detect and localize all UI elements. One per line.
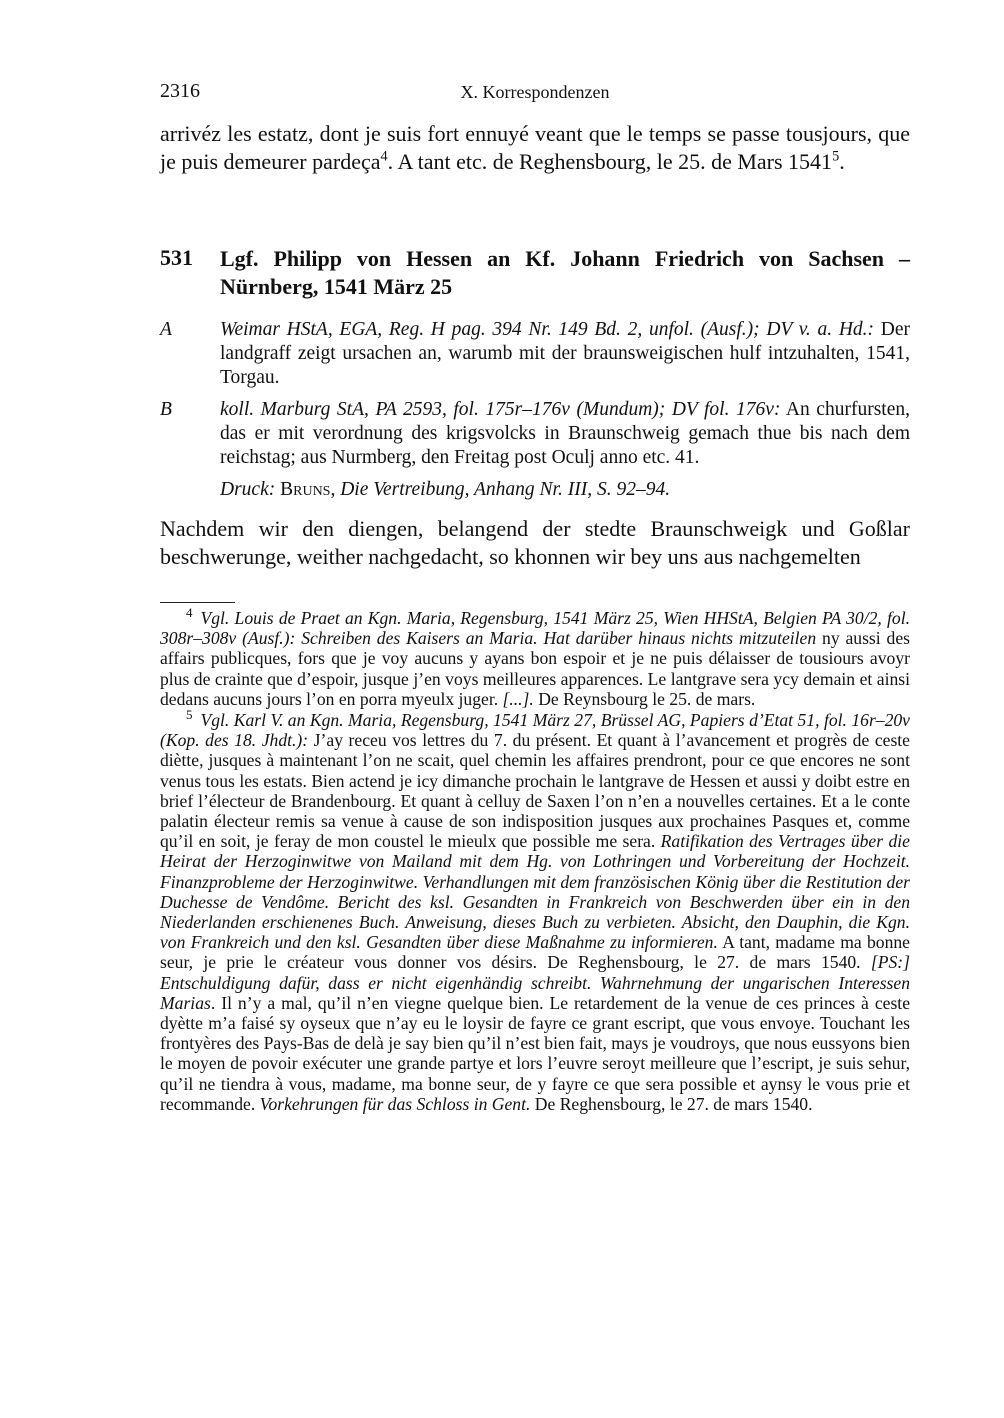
footnotes xyxy=(160,605,910,1115)
source-apparatus xyxy=(160,318,910,510)
source-text xyxy=(220,398,910,470)
archive-citation: Weimar HStA, EGA, Reg. H pag. 394 Nr. 149 Bd. 2, unfol. (Ausf.); DV v. a. Hd.: xyxy=(220,319,875,340)
editorial-summary: Vorkehrungen für das Schloss in Gent. xyxy=(259,1093,531,1114)
document-number: 531 xyxy=(160,245,193,270)
quoted-text: De Reynsbourg le 25. de mars. xyxy=(533,688,756,709)
editorial-summary: [PS:] Entschuldigung dafür, dass er nicht eigenhändig schreibt. Wahrnehmung der ungarischen Interessen Marias xyxy=(160,952,910,1013)
page-header xyxy=(160,80,910,108)
footnote-ref-5: 5 xyxy=(832,148,840,165)
print-author: Bruns xyxy=(280,479,331,500)
running-head: X. Korrespondenzen xyxy=(460,82,610,102)
editorial-summary: Vgl. Louis de Praet an Kgn. Maria, Regensburg, 1541 März 25, Wien HHStA, Belgien PA 30/2, fol. 308r–308v (Ausf.): Schreiben des Kaisers an Maria. Hat darüber hinaus nichts mitzuteilen xyxy=(160,608,910,649)
editorial-summary: Ratifikation des Vertrages über die Heirat der Herzoginwitwe von Mailand mit dem Hg. von Lothringen und Vorbereitung der Hochzeit. Finanzprobleme der Herzoginwitwe. Verhandlungen mit dem französischen König über die Restitution der Duchesse de Vendôme. Bericht des ksl. Gesandten in Frankreich von Beschwerden über ein in den Niederlanden erschienenes Buch. Anweisung, dieses Buch zu verbieten. Absicht, den Dauphin, die Kgn. von Frankreich und den ksl. Gesandten über diese Maßnahme zu informieren. xyxy=(160,831,910,953)
document-title: Lgf. Philipp von Hessen an Kf. Johann Friedrich von Sachsen – Nürnberg, 1541 März 25 xyxy=(220,246,910,299)
main-text: Nachdem wir den diengen, belangend der stedte Braunschweigk und Goßlar beschwerunge, weither nachgedacht, so khonnen wir bey uns aus nachgemelten xyxy=(160,516,910,569)
footnote-4 xyxy=(160,605,910,709)
print-rest: , Die Vertreibung, Anhang Nr. III, S. 92–94. xyxy=(330,479,671,500)
source-letter: A xyxy=(160,319,172,340)
footnote-ref-4: 4 xyxy=(380,148,388,165)
print-reference xyxy=(160,478,910,502)
quoted-text: ny aussi des affairs publicques, fors que je voy aucuns y ayans bon espoir et je ne puis délaisser de tousiours avoyr plus de crainte que d’espoir, jusque j’en voys meilleures apparences. Le lantgrave sera ycy demain et ainsi dedans aucuns jours l’on en porra myeulx juger. xyxy=(160,628,910,709)
continued-paragraph xyxy=(160,120,910,176)
archive-citation: koll. Marburg StA, PA 2593, fol. 175r–176v (Mundum); DV fol. 176v: xyxy=(220,399,781,420)
footnote-mark: 5 xyxy=(186,707,193,723)
source-entry-a xyxy=(160,318,910,390)
quoted-text: . Il n’y a mal, qu’il n’en viegne quelque bien. Le retardement de la venue de ces princes à ceste dyètte m’a faisé sy oyseux que n’ay eu le loysir de fayre ce grant escript, que vous envoye. Touchant les frontyères des Pays-Bas de delà je say bien qu’il n’est bien fait, mays je voudroys, que nous eussyons bien le moyen de povoir exécuter une grande partye et lors l’euvre seroyt meilleure que l’escript, je suis sehur, qu’il ne tiendra à vous, madame, ma bonne seur, de y fayre ce que sera possible et aynsy le vous prie et recommande. xyxy=(160,992,910,1114)
intro-text: . xyxy=(839,149,845,174)
editorial-summary: Vgl. Karl V. an Kgn. Maria, Regensburg, 1541 März 27, Brüssel AG, Papiers d’Etat 51, fol. 16r–20v (Kop. des 18. Jhdt.): xyxy=(160,710,910,751)
source-letter: B xyxy=(160,399,172,420)
page-number: 2316 xyxy=(160,80,200,102)
quoted-text: De Reghensbourg, le 27. de mars 1540. xyxy=(530,1093,813,1114)
intro-text: . A tant etc. de Reghensbourg, le 25. de Mars 1541 xyxy=(387,149,833,174)
document-heading xyxy=(160,245,910,301)
footnote-separator xyxy=(160,602,235,603)
source-text xyxy=(220,318,910,390)
dorsal-note: An churfursten, das er mit verordnung des krigsvolcks in Braunschweig gemach thue bis nach dem reichstag; aus Nurmberg, den Freitag post Oculj anno etc. 41. xyxy=(220,399,910,468)
footnote-mark: 4 xyxy=(186,605,193,621)
print-citation xyxy=(220,478,910,502)
print-label: Druck: xyxy=(220,479,276,500)
quoted-text: J’ay receu vos lettres du 7. du présent. Et quant à l’avancement et progrès de ceste diètte, jusques à maintenant l’on ne scait, quel chemin les affaires prendront, pour ce que encores ne sont venus tous les estats. Bien actend je icy dimanche prochain le lantgrave de Hessen et aussi y doibt estre en brief l’électeur de Brandenbourg. Et quant à celluy de Saxen l’on n’en a nouvelles certaines. Et a le conte palatin électeur remis sa venue à cause de son indisposition jusques aux prochaines Pasques et, comme qu’il en soit, je feray de mon coustel le mieulx que possible me sera. xyxy=(160,730,910,852)
source-entry-b xyxy=(160,398,910,470)
footnote-5 xyxy=(160,707,910,1114)
dorsal-note: Der landgraff zeigt ursachen an, warumb mit der braunsweigischen hulf intzuhalten, 1541, Torgau. xyxy=(220,319,911,388)
editorial-summary: [...]. xyxy=(502,688,534,709)
intro-text: arrivéz les estatz, dont je suis fort ennuyé veant que le temps se passe tousjours, que je puis demeurer pardeça xyxy=(160,121,910,174)
quoted-text: A tant, madame ma bonne seur, je prie le créateur vous donner vos désirs. De Reghensbourg, le 27. de mars 1540. xyxy=(160,932,910,973)
